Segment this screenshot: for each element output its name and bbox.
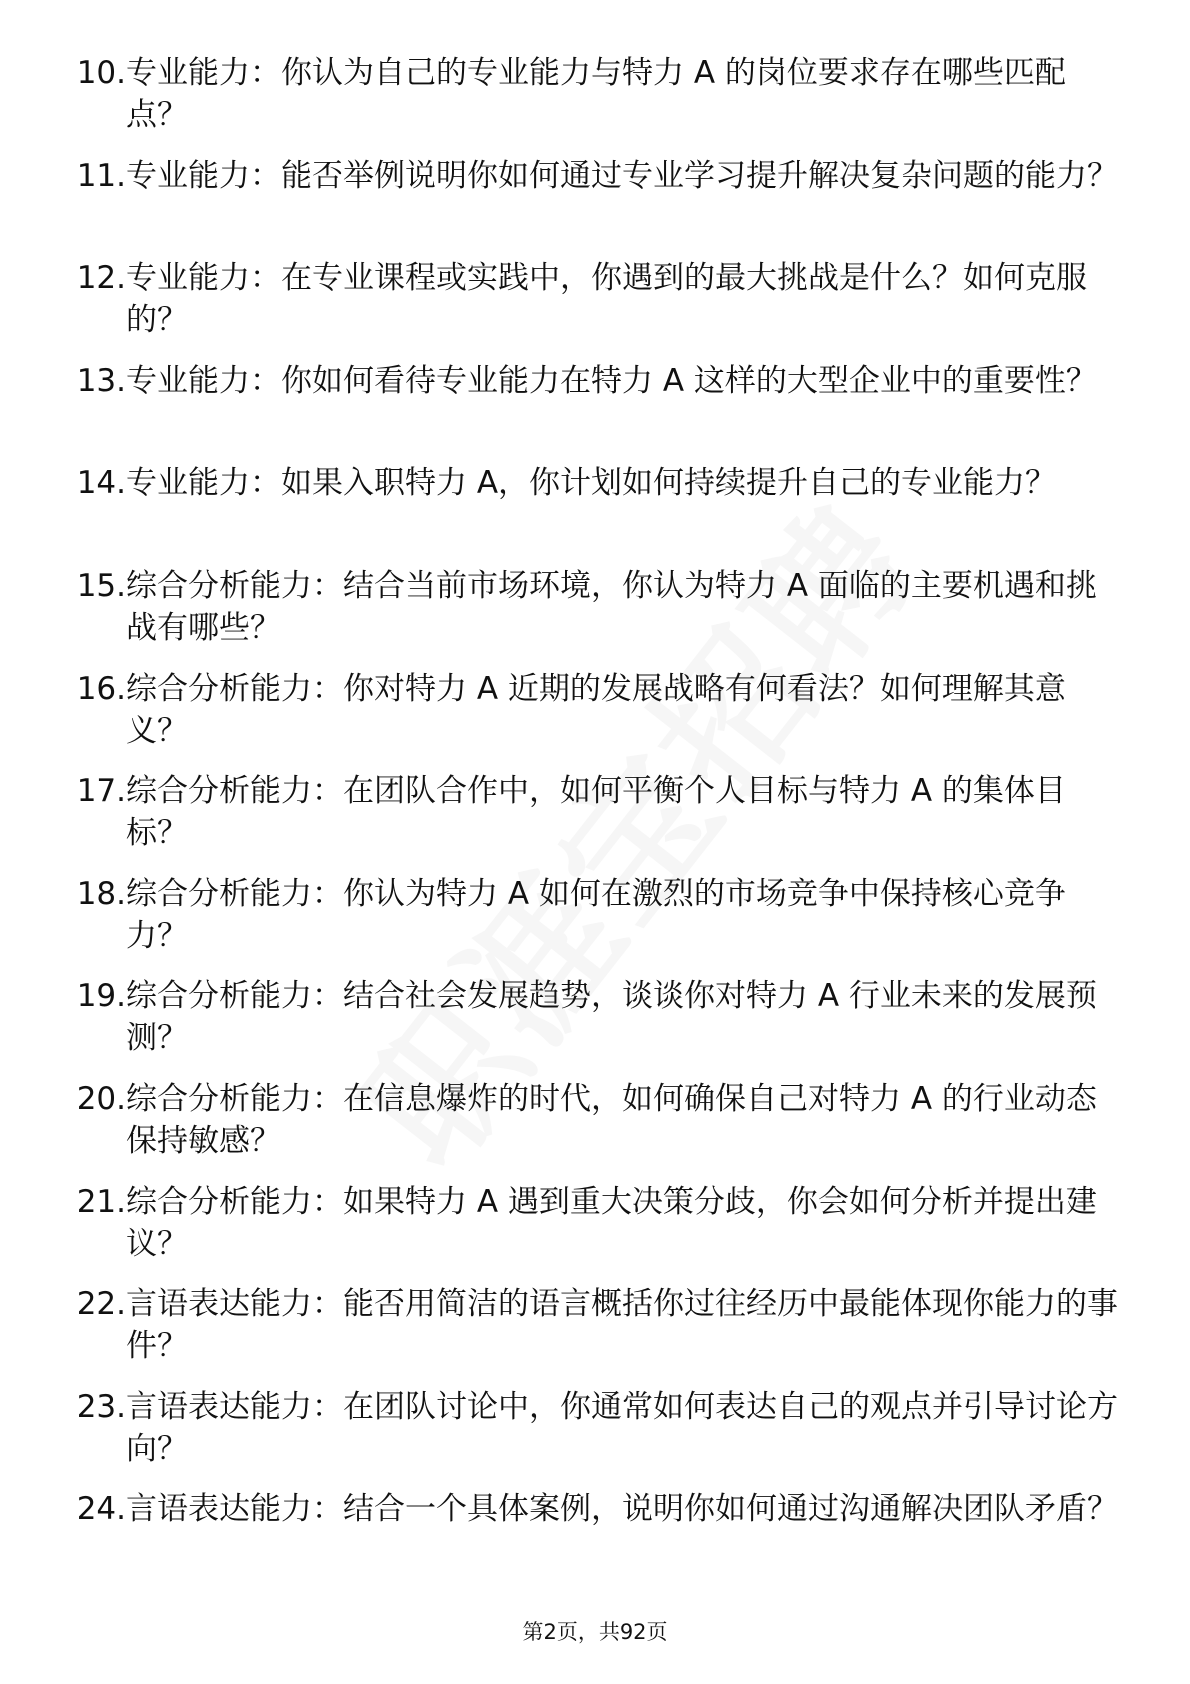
question-number: 24. [76,1491,126,1528]
question-text: 综合分析能力：如果特力 A 遇到重大决策分歧，你会如何分析并提出建议？ [126,1183,1097,1262]
question-item [60,668,1130,771]
question-number: 12. [76,260,126,297]
page-indicator: 第2页，共92页 [522,1620,668,1644]
question-item [60,155,1130,258]
question-text: 专业能力：你如何看待专业能力在特力 A 这样的大型企业中的重要性？ [126,362,1097,399]
question-number: 17. [76,773,126,810]
question-item [60,770,1130,873]
question-text: 言语表达能力：结合一个具体案例，说明你如何通过沟通解决团队矛盾？ [126,1491,1118,1528]
question-text: 专业能力：你认为自己的专业能力与特力 A 的岗位要求存在哪些匹配点？ [126,55,1066,133]
question-item [60,1488,1130,1591]
question-number: 13. [76,362,126,399]
question-number: 10. [76,55,126,91]
question-text: 专业能力：能否举例说明你如何通过专业学习提升解决复杂问题的能力？ [126,157,1118,194]
question-list [60,52,1130,1591]
question-number: 23. [76,1388,126,1425]
question-text: 综合分析能力：结合当前市场环境，你认为特力 A 面临的主要机遇和挑战有哪些？ [126,567,1097,646]
question-text: 专业能力：在专业课程或实践中，你遇到的最大挑战是什么？如何克服的？ [126,260,1087,339]
question-item [60,1078,1130,1181]
question-item [60,52,1130,155]
question-text: 综合分析能力：你认为特力 A 如何在激烈的市场竞争中保持核心竞争力？ [126,875,1066,954]
question-item [60,462,1130,565]
question-item [60,565,1130,668]
question-number: 22. [76,1286,126,1323]
question-number: 16. [76,670,126,707]
question-number: 14. [76,465,126,502]
page-footer [0,1618,1190,1646]
question-text: 综合分析能力：在团队合作中，如何平衡个人目标与特力 A 的集体目标？ [126,773,1066,852]
question-item [60,975,1130,1078]
question-text: 综合分析能力：结合社会发展趋势，谈谈你对特力 A 行业未来的发展预测？ [126,978,1097,1057]
question-text: 专业能力：如果入职特力 A，你计划如何持续提升自己的专业能力？ [126,465,1057,502]
question-number: 15. [76,567,126,604]
question-number: 21. [76,1183,126,1220]
question-text: 综合分析能力：在信息爆炸的时代，如何确保自己对特力 A 的行业动态保持敏感？ [126,1080,1097,1159]
question-text: 言语表达能力：能否用简洁的语言概括你过往经历中最能体现你能力的事件？ [126,1286,1118,1365]
question-item [60,1386,1130,1489]
question-item [60,1181,1130,1284]
question-text: 言语表达能力：在团队讨论中，你通常如何表达自己的观点并引导讨论方向？ [126,1388,1118,1467]
question-item [60,360,1130,463]
question-text: 综合分析能力：你对特力 A 近期的发展战略有何看法？如何理解其意义？ [126,670,1066,749]
question-number: 19. [76,978,126,1015]
question-item [60,873,1130,976]
question-number: 11. [76,157,126,194]
question-item [60,1283,1130,1386]
question-item [60,257,1130,360]
question-number: 18. [76,875,126,912]
question-number: 20. [76,1080,126,1117]
